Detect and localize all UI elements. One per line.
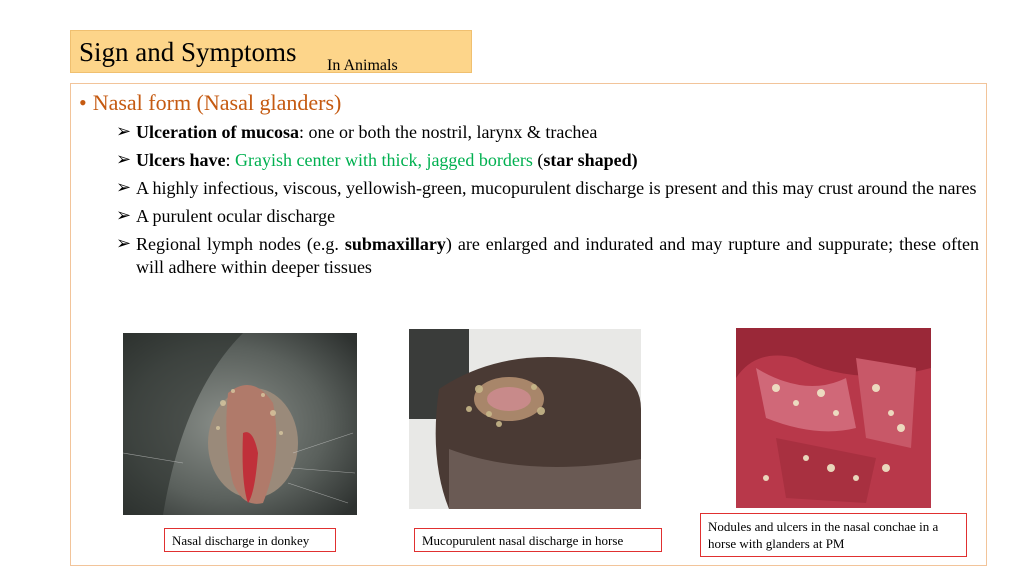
title-box xyxy=(70,30,472,73)
list-item xyxy=(116,149,979,172)
bullet-dot: • xyxy=(79,90,87,115)
list-item xyxy=(116,121,979,144)
item-bold: submaxillary xyxy=(344,234,446,254)
arrow-bullet-icon: ➢ xyxy=(116,205,132,226)
item-text: A purulent ocular discharge xyxy=(136,206,336,226)
arrow-bullet-icon: ➢ xyxy=(116,233,132,254)
horse-nostril-photo xyxy=(409,329,641,509)
item-text: A highly infectious, viscous, yellowish-green, mucopurulent discharge is present and this may crust around the nares xyxy=(136,178,977,198)
list-item xyxy=(116,177,979,200)
main-bullet xyxy=(79,90,341,116)
list-item xyxy=(116,233,979,279)
item-text: ) are enlarged and indurated and may rupture and suppurate; these often will adhere within deeper tissues xyxy=(136,234,980,277)
section-heading: Nasal form (Nasal glanders) xyxy=(92,90,342,115)
arrow-bullet-icon: ➢ xyxy=(116,177,132,198)
item-green-text: Grayish center with thick, jagged borders xyxy=(235,150,533,170)
item-bold: star shaped) xyxy=(543,150,638,170)
page-title: Sign and Symptoms xyxy=(79,37,297,67)
page-subtitle: In Animals xyxy=(327,57,398,74)
caption-conchae: Nodules and ulcers in the nasal conchae in a horse with glanders at PM xyxy=(700,513,967,557)
item-bold: Ulceration of mucosa xyxy=(136,122,299,142)
arrow-bullet-icon: ➢ xyxy=(116,121,132,142)
item-text: : one or both the nostril, larynx & trachea xyxy=(298,122,598,142)
caption-horse: Mucopurulent nasal discharge in horse xyxy=(414,528,662,552)
item-bold: Ulcers have xyxy=(136,150,226,170)
item-text: Regional lymph nodes (e.g. xyxy=(136,234,345,254)
caption-donkey: Nasal discharge in donkey xyxy=(164,528,336,552)
symptom-list xyxy=(116,121,979,284)
donkey-nostril-photo xyxy=(123,333,357,515)
arrow-bullet-icon: ➢ xyxy=(116,149,132,170)
nasal-conchae-photo xyxy=(736,328,931,508)
item-colon: : xyxy=(225,150,235,170)
item-text: ( xyxy=(532,150,544,170)
list-item xyxy=(116,205,979,228)
